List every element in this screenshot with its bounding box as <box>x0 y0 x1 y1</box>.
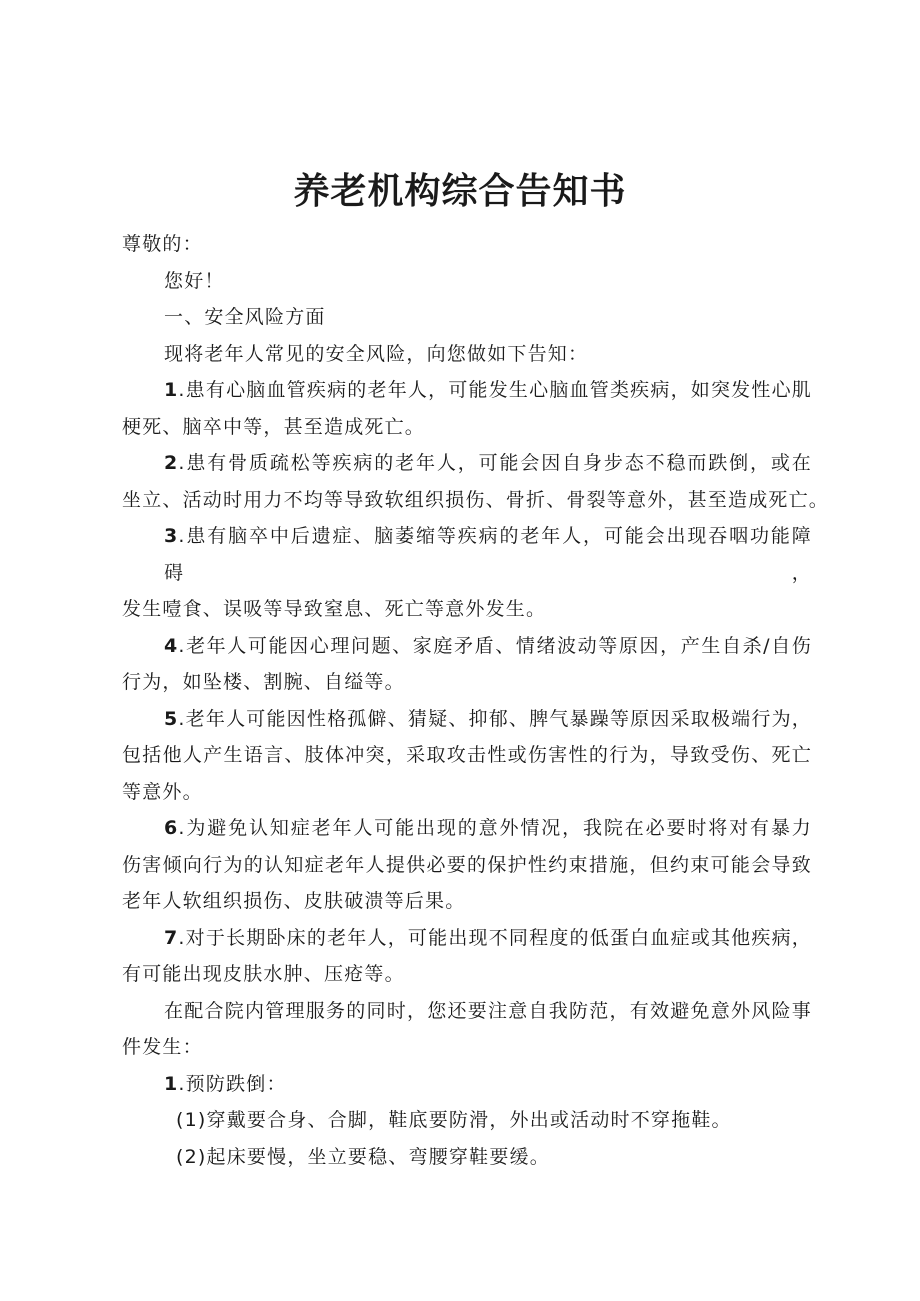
item-text: .患有骨质疏松等疾病的老年人，可能会因自身步态不稳而跌倒，或在 <box>178 452 812 474</box>
item-number: 3 <box>164 525 179 547</box>
intro-paragraph: 现将老年人常见的安全风险，向您做如下告知： <box>164 342 589 365</box>
section-heading: 一、安全风险方面 <box>164 306 326 328</box>
risk-item-2-line-2: 坐立、活动时用力不均等导致软组织损伤、骨折、骨裂等意外，甚至造成死亡。 <box>122 488 830 511</box>
risk-item-5-line-3: 等意外。 <box>122 780 203 803</box>
item-text: .老年人可能因性格孤僻、猜疑、抑郁、脾气暴躁等原因采取极端行为， <box>178 707 812 730</box>
item-text: .老年人可能因心理问题、家庭矛盾、情绪波动等原因，产生自杀/自伤 <box>178 634 812 657</box>
sub-heading-text: .预防跌倒： <box>178 1072 287 1095</box>
salutation: 尊敬的： <box>122 233 203 255</box>
item-number: 6 <box>164 817 179 839</box>
risk-item-4-line-2: 行为，如坠楼、割腕、自缢等。 <box>122 671 405 693</box>
document-title: 养老机构综合告知书 <box>293 171 627 212</box>
sub-item-1: (1)穿戴要合身、合脚，鞋底要防滑，外出或活动时不穿拖鞋。 <box>176 1109 732 1131</box>
risk-item-7-line-1 <box>122 920 812 957</box>
risk-item-3-line-2: 发生噎食、误吸等导致窒息、死亡等意外发生。 <box>122 598 547 620</box>
risk-item-1-line-2: 梗死、脑卒中等，甚至造成死亡。 <box>122 415 426 438</box>
risk-item-2-line-1 <box>122 445 812 482</box>
advice-line-2: 件发生： <box>122 1036 203 1058</box>
sub-heading-number: 1 <box>164 1072 179 1095</box>
item-number: 7 <box>164 926 179 949</box>
risk-item-5-line-1 <box>122 701 812 738</box>
risk-item-7-line-2: 有可能出现皮肤水肿、压疮等。 <box>122 963 405 985</box>
risk-item-5-line-2: 包括他人产生语言、肢体冲突，采取攻击性或伤害性的行为，导致受伤、死亡 <box>122 744 812 766</box>
item-number: 2 <box>164 452 179 474</box>
item-text: .为避免认知症老年人可能出现的意外情况，我院在必要时将对有暴力 <box>178 817 812 839</box>
risk-item-6-line-3: 老年人软组织损伤、皮肤破溃等后果。 <box>122 890 466 912</box>
risk-item-6-line-2: 伤害倾向行为的认知症老年人提供必要的保护性约束措施，但约束可能会导致 <box>122 853 812 876</box>
document-body <box>122 226 830 1175</box>
sub-heading <box>122 1066 812 1103</box>
item-number: 4 <box>164 634 179 657</box>
risk-item-6-line-1 <box>122 810 812 847</box>
item-text: .患有心脑血管疾病的老年人，可能发生心脑血管类疾病，如突发性心肌 <box>178 379 812 401</box>
risk-item-1-line-1 <box>122 372 812 409</box>
item-text: .患有脑卒中后遗症、脑萎缩等疾病的老年人，可能会出现吞咽功能障碍， <box>164 525 812 584</box>
item-text: .对于长期卧床的老年人，可能出现不同程度的低蛋白血症或其他疾病， <box>178 926 812 949</box>
greeting: 您好！ <box>164 269 225 292</box>
advice-line-1: 在配合院内管理服务的同时，您还要注意自我防范，有效避免意外风险事 <box>164 999 812 1022</box>
risk-item-3-line-1 <box>122 518 812 591</box>
sub-item-2: (2)起床要慢，坐立要稳、弯腰穿鞋要缓。 <box>176 1145 550 1168</box>
item-number: 1 <box>164 379 179 401</box>
item-number: 5 <box>164 707 179 730</box>
risk-item-4-line-1 <box>122 628 812 665</box>
